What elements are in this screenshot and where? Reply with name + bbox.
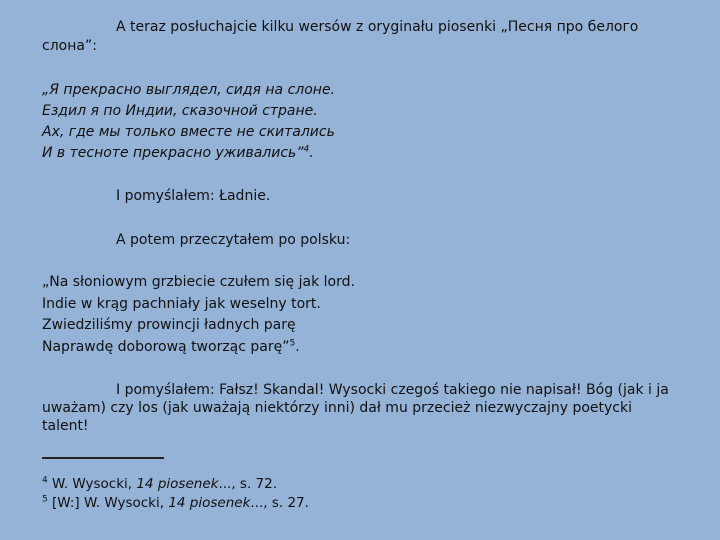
footnote-number: 5: [42, 494, 48, 505]
footnote-ref-5[interactable]: 5: [289, 337, 296, 348]
russian-verse-line: „Я прекрасно выглядел, сидя на слоне.: [42, 82, 336, 98]
russian-verse-line: И в тесноте прекрасно уживались”: [42, 145, 304, 161]
verse-end: .: [295, 338, 300, 355]
footnote-title: 14 piosenek: [136, 476, 219, 492]
footnote-ref-4[interactable]: 4: [303, 144, 310, 155]
russian-verse-line-last: [42, 143, 335, 164]
polish-verse: [42, 272, 355, 358]
footnote-number: 4: [42, 475, 48, 486]
thought-line-1: I pomyślałem: Ładnie.: [116, 188, 271, 204]
polish-verse-line: Zwiedziliśmy prowincji ładnych parę: [42, 317, 296, 333]
final-paragraph: I pomyślałem: Fałsz! Skandal! Wysocki czegoś takiego nie napisał! Bóg (jak i ja uważam) czy los (jak uważają niektórzy inni) dał mu przecież niezwyczajny poetycki talent!: [42, 382, 669, 434]
footnote-4: [42, 476, 277, 492]
intro-line-2: слона”:: [42, 38, 97, 54]
polish-verse-line: „Na słoniowym grzbiecie czułem się jak lord.: [42, 274, 355, 290]
polish-verse-line: Indie w krąg pachniały jak weselny tort.: [42, 295, 321, 312]
footnote-separator: [42, 457, 164, 459]
russian-verse-line: Ах, где мы только вместе не скитались: [42, 124, 335, 140]
thought-line-2: A potem przeczytałem po polsku:: [116, 232, 351, 248]
footnote-text: ..., s. 27.: [250, 495, 309, 511]
polish-verse-line-last: [42, 337, 355, 359]
footnote-text: W. Wysocki,: [47, 476, 137, 492]
footnote-title: 14 piosenek: [168, 495, 251, 511]
intro-line-1: A teraz posłuchajcie kilku wersów z oryginału piosenki „Песня про белого: [116, 19, 639, 35]
polish-verse-line: Naprawdę doborową tworząc parę”: [42, 338, 290, 355]
footnote-text: [W:] W. Wysocki,: [47, 495, 169, 511]
russian-verse-line: Ездил я по Индии, сказочной стране.: [42, 103, 318, 119]
footnote-5: [42, 495, 309, 511]
russian-verse: [42, 80, 335, 164]
verse-end: .: [309, 145, 314, 161]
footnote-text: ..., s. 72.: [218, 476, 277, 492]
